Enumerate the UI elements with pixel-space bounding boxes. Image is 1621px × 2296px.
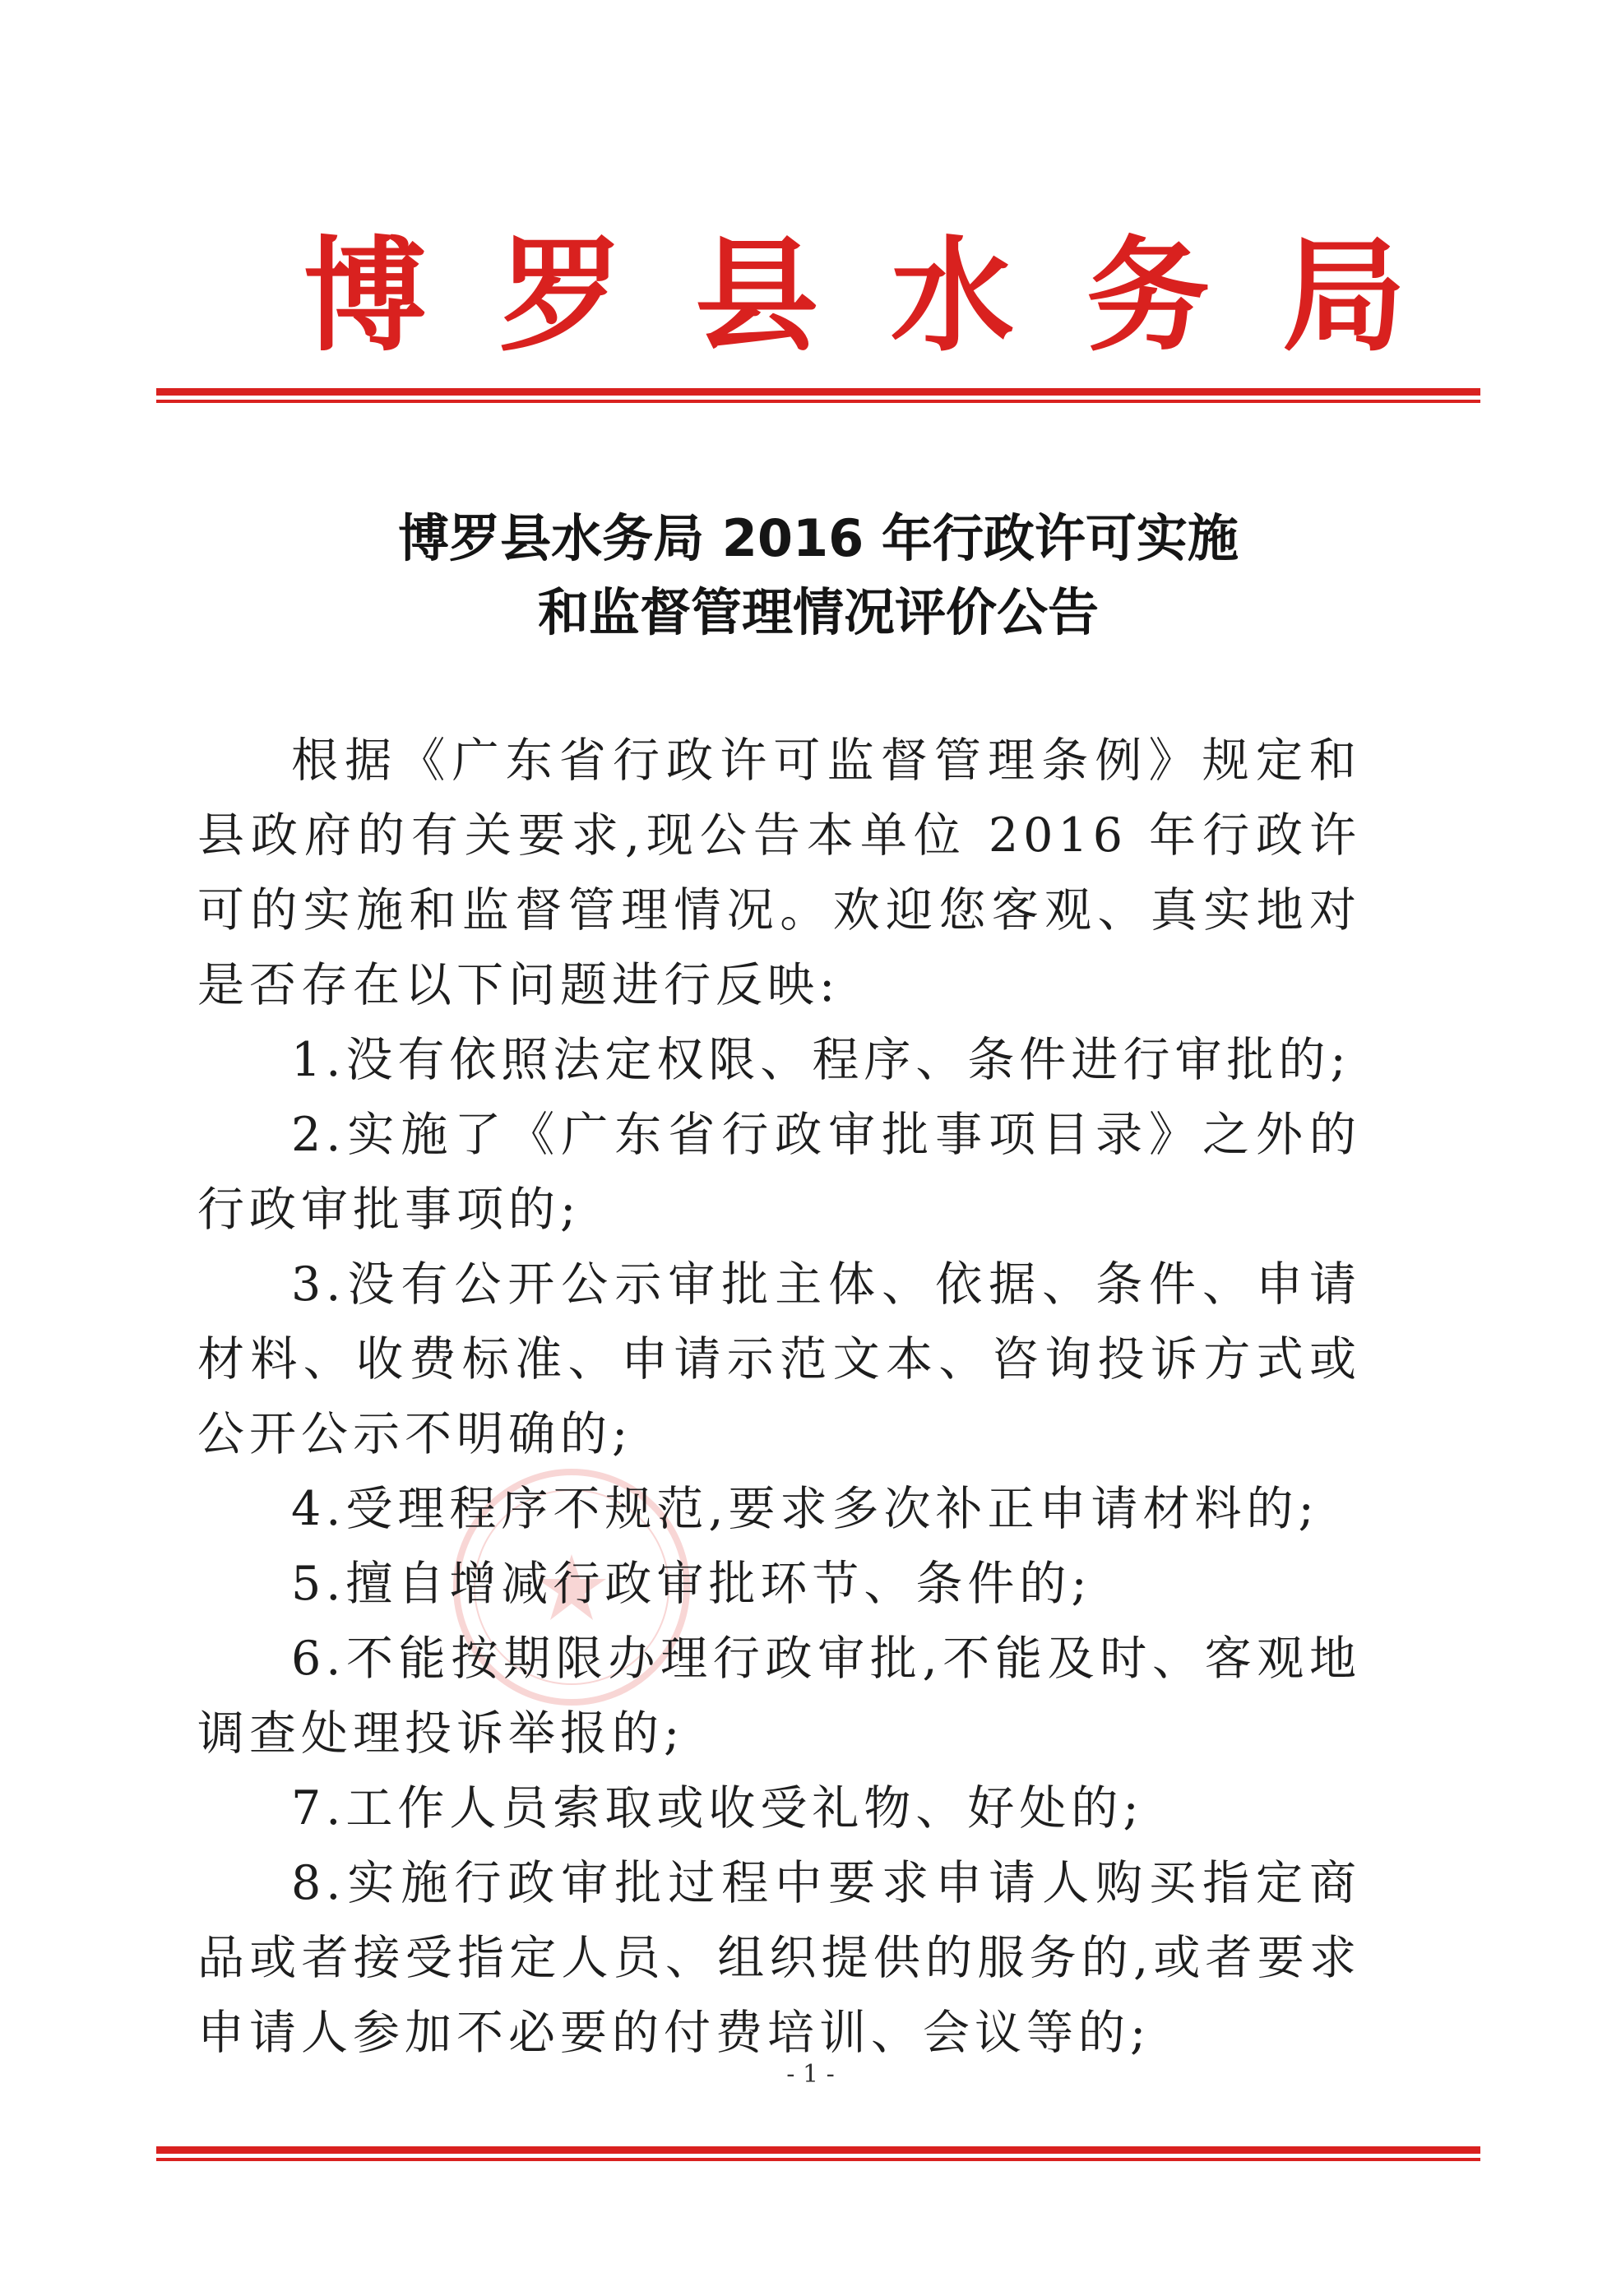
- list-item: 5.擅自增减行政审批环节、条件的;: [291, 1557, 1092, 1611]
- list-item: 1.没有依照法定权限、程序、条件进行审批的;: [291, 1033, 1351, 1087]
- footer-double-rule: [156, 2146, 1480, 2161]
- list-item: 3.没有公开公示审批主体、依据、条件、申请材料、收费标准、申请示范文本、咨询投诉方式或公开公示不明确的;: [197, 1257, 1361, 1461]
- list-item: 7.工作人员索取或收受礼物、好处的;: [291, 1781, 1144, 1835]
- list-item: 4.受理程序不规范,要求多次补正申请材料的;: [291, 1482, 1319, 1536]
- list-item: 8.实施行政审批过程中要求申请人购买指定商品或者接受指定人员、组织提供的服务的,或者要求申请人参加不必要的付费培训、会议等的;: [197, 1856, 1361, 2060]
- document-body: [197, 724, 1361, 2071]
- document-title-line-2: 和监督管理情况评价公告: [537, 582, 1099, 642]
- agency-masthead: 博罗县水务局: [303, 224, 1478, 368]
- page-number: - 1 -: [786, 2060, 835, 2089]
- intro-paragraph: 根据《广东省行政许可监督管理条例》规定和县政府的有关要求,现公告本单位 2016 年行政许可的实施和监督管理情况。欢迎您客观、真实地对是否存在以下问题进行反映:: [197, 734, 1361, 1012]
- document-title-line-1: 博罗县水务局 2016 年行政许可实施: [398, 508, 1239, 568]
- header-double-rule: [156, 388, 1480, 403]
- document-title: [156, 502, 1480, 650]
- list-item: 6.不能按期限办理行政审批,不能及时、客观地调查处理投诉举报的;: [197, 1632, 1361, 1761]
- list-item: 2.实施了《广东省行政审批事项目录》之外的行政审批事项的;: [197, 1108, 1361, 1237]
